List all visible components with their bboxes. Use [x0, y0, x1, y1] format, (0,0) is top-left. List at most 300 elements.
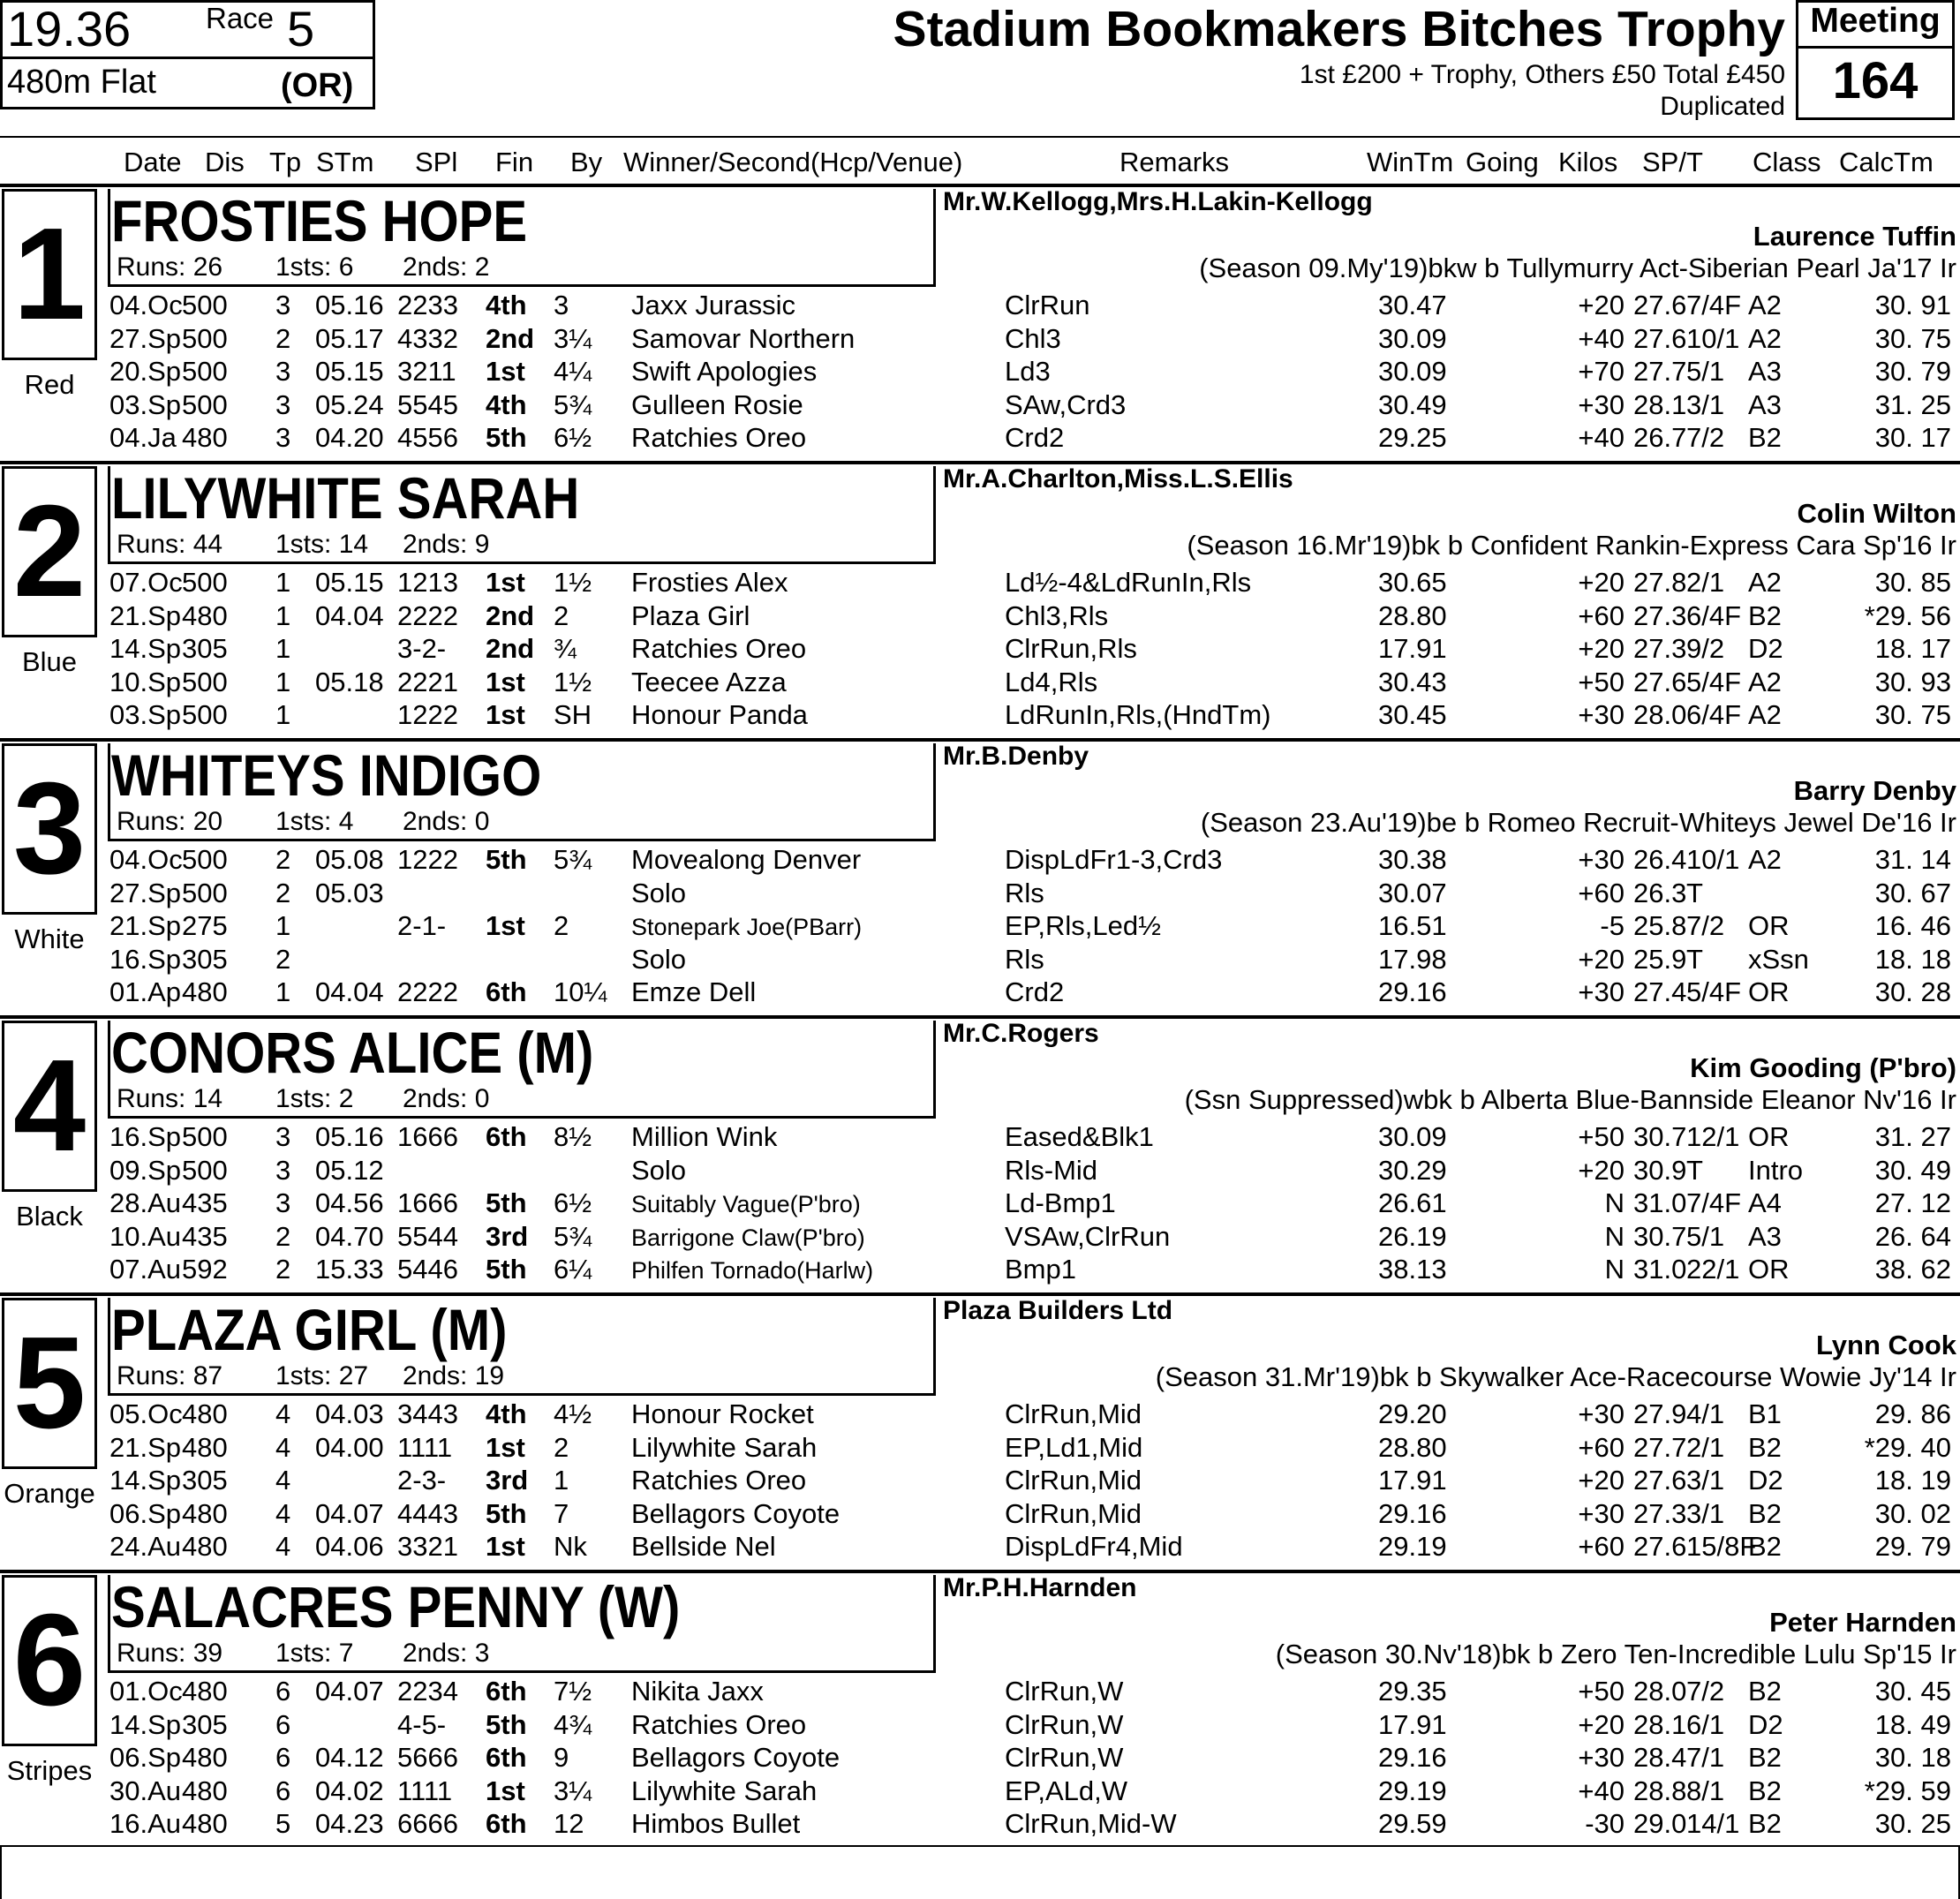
form-going: +40	[1578, 1775, 1625, 1806]
form-date: 28.Au	[109, 1187, 182, 1218]
col-remarks: Remarks	[1119, 147, 1230, 177]
form-class: B2	[1748, 1431, 1782, 1463]
form-calc: 29. 86	[1874, 1398, 1951, 1429]
trainer: Peter Harnden	[1769, 1607, 1956, 1638]
form-stm: 05.16	[315, 290, 384, 320]
form-class: B2	[1748, 1676, 1782, 1707]
form-date: 03.Sp	[109, 388, 182, 420]
form-row	[0, 1398, 1960, 1431]
trap-color: Stripes	[6, 1755, 93, 1786]
form-class: OR	[1748, 1121, 1790, 1152]
form-kilos: 27.7	[1633, 356, 1687, 387]
form-winner: Lilywhite Sarah	[631, 1775, 818, 1806]
form-sp: T	[1686, 943, 1703, 975]
form-class: B2	[1748, 599, 1782, 631]
form-date: 21.Sp	[109, 599, 182, 631]
form-tp: 3	[275, 422, 291, 453]
form-kilos: 25.9	[1633, 943, 1687, 975]
form-sp: 7/4F	[1686, 290, 1742, 320]
form-remarks: ClrRun,W	[1005, 1742, 1124, 1773]
form-tp: 4	[275, 1431, 291, 1463]
form-spl: 5666	[397, 1742, 458, 1773]
race-time: 19.36	[7, 1, 132, 57]
form-fin: 1st	[486, 1775, 525, 1806]
form-remarks: EP,Ld1,Mid	[1005, 1431, 1143, 1463]
form-by: 6½	[554, 422, 592, 453]
form-going: +30	[1578, 699, 1625, 730]
form-fin: 1st	[486, 1531, 525, 1562]
form-remarks: EP,ALd,W	[1005, 1775, 1128, 1806]
form-sp: 7/4F	[1686, 1187, 1742, 1218]
col-dis: Dis	[205, 147, 245, 177]
col-spl: SPl	[415, 147, 458, 177]
form-calc: 30. 25	[1874, 1808, 1951, 1839]
form-wintm: 30.47	[1378, 290, 1447, 320]
race-label: Race	[206, 2, 275, 34]
trap-color: White	[14, 923, 85, 954]
form-row	[0, 1121, 1960, 1154]
form-kilos: 26.4	[1633, 844, 1687, 875]
form-by: 1½	[554, 567, 592, 598]
form-remarks: Crd2	[1005, 976, 1065, 1007]
form-wintm: 26.61	[1378, 1187, 1447, 1218]
form-sp: 3/1	[1686, 1465, 1725, 1496]
form-winner: Honour Panda	[631, 699, 808, 730]
form-calc: 30. 67	[1874, 877, 1951, 908]
form-dis: 500	[182, 322, 228, 354]
col-fin: Fin	[495, 147, 534, 177]
form-dis: 500	[182, 1154, 228, 1186]
form-kilos: 27.6	[1633, 322, 1687, 354]
form-stm: 04.03	[315, 1398, 384, 1429]
form-date: 05.Oc	[109, 1398, 183, 1429]
form-dis: 500	[182, 877, 228, 908]
col-kilos: Kilos	[1558, 147, 1618, 177]
form-class: B2	[1748, 1742, 1782, 1773]
runs-count: Runs: 39	[117, 1639, 223, 1668]
form-remarks: Bmp1	[1005, 1254, 1076, 1285]
form-wintm: 30.65	[1378, 567, 1447, 598]
form-class: OR	[1748, 976, 1790, 1007]
form-tp: 6	[275, 1742, 291, 1773]
form-winner: Honour Rocket	[631, 1398, 814, 1429]
form-fin: 3rd	[486, 1220, 529, 1252]
form-by: Nk	[554, 1531, 587, 1562]
form-calc: 30. 28	[1874, 976, 1951, 1007]
form-tp: 1	[275, 699, 291, 730]
form-calc: 18. 17	[1874, 633, 1951, 664]
form-winner: Nikita Jaxx	[631, 1676, 764, 1707]
form-date: 21.Sp	[109, 910, 182, 941]
form-calc: 30. 75	[1874, 322, 1951, 354]
form-spl: 2222	[397, 976, 458, 1007]
form-remarks: SAw,Crd3	[1005, 388, 1127, 420]
form-going: +20	[1578, 290, 1625, 320]
form-class: OR	[1748, 1254, 1790, 1285]
col-calctm: CalcTm	[1839, 147, 1934, 177]
form-wintm: 30.38	[1378, 844, 1447, 875]
form-going: N	[1604, 1254, 1625, 1285]
seconds-count: 2nds: 0	[403, 807, 490, 836]
form-remarks: Ld4,Rls	[1005, 666, 1098, 697]
form-stm: 04.70	[315, 1220, 384, 1252]
form-class: A4	[1748, 1187, 1782, 1218]
form-remarks: LdRunIn,Rls,(HndTm)	[1005, 699, 1271, 730]
form-winner: Suitably Vague(P'bro)	[631, 1191, 861, 1217]
trap-number: 3	[12, 756, 87, 901]
form-spl: 1111	[397, 1431, 453, 1463]
form-sp: T	[1686, 877, 1703, 908]
col-tp: Tp	[269, 147, 302, 177]
form-wintm: 29.25	[1378, 422, 1447, 453]
form-date: 24.Au	[109, 1531, 182, 1562]
firsts-count: 1sts: 6	[275, 252, 354, 282]
form-sp: 3/1	[1686, 388, 1725, 420]
form-wintm: 29.16	[1378, 1497, 1447, 1529]
form-spl: 1111	[397, 1775, 453, 1806]
form-fin: 2nd	[486, 633, 535, 664]
owner: Plaza Builders Ltd	[943, 1296, 1173, 1325]
form-class: D2	[1748, 633, 1783, 664]
runs-count: Runs: 14	[117, 1084, 223, 1113]
form-fin: 6th	[486, 1121, 527, 1152]
form-dis: 480	[182, 1431, 228, 1463]
form-kilos: 27.6	[1633, 1465, 1687, 1496]
form-spl: 5545	[397, 388, 458, 420]
form-date: 21.Sp	[109, 1431, 182, 1463]
form-class: A2	[1748, 290, 1782, 320]
form-spl: 1213	[397, 567, 458, 598]
form-row	[0, 389, 1960, 422]
form-fin: 1st	[486, 699, 525, 730]
form-dis: 480	[182, 1742, 228, 1773]
form-fin: 2nd	[486, 599, 535, 631]
form-sp: 4/1	[1686, 1398, 1725, 1429]
form-tp: 1	[275, 666, 291, 697]
form-dis: 500	[182, 1121, 228, 1152]
form-by: 3	[554, 290, 569, 320]
form-fin: 6th	[486, 1676, 527, 1707]
form-going: +60	[1578, 1531, 1625, 1562]
form-date: 10.Sp	[109, 666, 182, 697]
form-sp: 12/1	[1686, 1121, 1740, 1152]
form-going: +60	[1578, 599, 1625, 631]
form-winner: Barrigone Claw(P'bro)	[631, 1224, 865, 1251]
footer-box	[0, 1845, 1960, 1899]
form-kilos: 25.8	[1633, 910, 1687, 941]
col-sp: SP/T	[1642, 147, 1703, 177]
form-going: +30	[1578, 1742, 1625, 1773]
form-dis: 480	[182, 976, 228, 1007]
form-going: -5	[1600, 910, 1625, 941]
form-kilos: 27.4	[1633, 976, 1687, 1007]
runs-count: Runs: 87	[117, 1361, 223, 1390]
form-winner: Million Wink	[631, 1121, 778, 1152]
form-row	[0, 1742, 1960, 1775]
form-row	[0, 356, 1960, 388]
form-going: +30	[1578, 976, 1625, 1007]
form-tp: 1	[275, 599, 291, 631]
form-wintm: 30.49	[1378, 388, 1447, 420]
form-row	[0, 1676, 1960, 1708]
form-by: 7½	[554, 1676, 592, 1707]
form-by: 9	[554, 1742, 569, 1773]
form-by: 5¾	[554, 388, 592, 420]
seconds-count: 2nds: 9	[403, 530, 490, 559]
dog-name: LILYWHITE SARAH	[111, 465, 580, 531]
form-tp: 3	[275, 356, 291, 387]
form-tp: 1	[275, 976, 291, 1007]
form-sp: 2/1	[1686, 1431, 1725, 1463]
form-row	[0, 1187, 1960, 1220]
form-stm: 05.18	[315, 666, 384, 697]
form-remarks: VSAw,ClrRun	[1005, 1220, 1171, 1252]
form-dis: 480	[182, 1497, 228, 1529]
form-class: A3	[1748, 1220, 1782, 1252]
form-sp: 15/8F	[1686, 1531, 1757, 1562]
form-dis: 480	[182, 1808, 228, 1839]
form-by: 2	[554, 599, 569, 631]
form-by: 8½	[554, 1121, 592, 1152]
form-dis: 480	[182, 1531, 228, 1562]
form-remarks: ClrRun,Mid	[1005, 1398, 1142, 1429]
form-stm: 05.03	[315, 877, 384, 908]
form-winner: Lilywhite Sarah	[631, 1431, 818, 1463]
form-calc: 30. 17	[1874, 422, 1951, 453]
runner-section	[0, 738, 1960, 1015]
form-sp: 7/1	[1686, 1742, 1725, 1773]
form-class: A2	[1748, 844, 1782, 875]
form-fin: 5th	[486, 844, 527, 875]
form-by: SH	[554, 699, 592, 730]
form-kilos: 31.0	[1633, 1254, 1687, 1285]
form-going: N	[1604, 1187, 1625, 1218]
trap-number: 1	[12, 201, 87, 347]
form-tp: 1	[275, 910, 291, 941]
form-kilos: 28.0	[1633, 699, 1687, 730]
form-by: ¾	[554, 633, 577, 664]
form-remarks: Ld½-4&LdRunIn,Rls	[1005, 567, 1252, 598]
form-row	[0, 1155, 1960, 1187]
form-date: 01.Ap	[109, 976, 182, 1007]
form-row	[0, 567, 1960, 599]
form-stm: 04.04	[315, 976, 384, 1007]
form-row	[0, 323, 1960, 356]
trap-color: Red	[24, 369, 75, 400]
owner: Mr.W.Kellogg,Mrs.H.Lakin-Kellogg	[943, 187, 1373, 216]
form-winner: Stonepark Joe(PBarr)	[631, 914, 863, 940]
form-sp: 10/1	[1686, 322, 1740, 354]
form-by: 4¾	[554, 1708, 592, 1740]
form-dis: 500	[182, 844, 228, 875]
form-tp: 2	[275, 1254, 291, 1285]
race-prizes: 1st £200 + Trophy, Others £50 Total £450	[1299, 60, 1785, 89]
form-row	[0, 1221, 1960, 1254]
form-class: D2	[1748, 1708, 1783, 1740]
form-row	[0, 1531, 1960, 1564]
breeding: (Season 16.Mr'19)bk b Confident Rankin-Express Cara Sp'16 Ir	[1187, 530, 1956, 561]
form-class: D2	[1748, 1465, 1783, 1496]
form-going: N	[1604, 1220, 1625, 1252]
form-tp: 4	[275, 1465, 291, 1496]
col-stm: STm	[316, 147, 374, 177]
col-wintm: WinTm	[1367, 147, 1454, 177]
form-class: B1	[1748, 1398, 1782, 1429]
breeding: (Season 09.My'19)bkw b Tullymurry Act-Siberian Pearl Ja'17 Ir	[1199, 252, 1956, 283]
form-kilos: 27.6	[1633, 1531, 1687, 1562]
form-stm: 04.02	[315, 1775, 384, 1806]
form-calc: 18. 18	[1874, 943, 1951, 975]
form-kilos: 27.7	[1633, 1431, 1687, 1463]
form-tp: 3	[275, 1187, 291, 1218]
form-date: 09.Sp	[109, 1154, 182, 1186]
form-by: 5¾	[554, 1220, 592, 1252]
form-stm: 05.16	[315, 1121, 384, 1152]
runner-section	[0, 1570, 1960, 1847]
runs-count: Runs: 20	[117, 807, 223, 836]
form-winner: Bellagors Coyote	[631, 1497, 841, 1529]
form-dis: 480	[182, 422, 228, 453]
form-sp: 22/1	[1686, 1254, 1740, 1285]
form-class: B2	[1748, 1497, 1782, 1529]
trainer: Barry Denby	[1793, 775, 1956, 806]
form-kilos: 28.1	[1633, 388, 1687, 420]
form-remarks: Ld-Bmp1	[1005, 1187, 1116, 1218]
form-remarks: Ld3	[1005, 356, 1051, 387]
form-remarks: Rls-Mid	[1005, 1154, 1098, 1186]
form-wintm: 17.91	[1378, 633, 1447, 664]
form-date: 01.Oc	[109, 1676, 183, 1707]
form-tp: 2	[275, 943, 291, 975]
form-winner: Philfen Tornado(Harlw)	[631, 1257, 874, 1284]
form-row	[0, 1808, 1960, 1841]
form-date: 04.Oc	[109, 290, 183, 320]
form-stm: 04.04	[315, 599, 384, 631]
form-dis: 500	[182, 666, 228, 697]
breeding: (Season 23.Au'19)be b Romeo Recruit-Whiteys Jewel De'16 Ir	[1200, 807, 1956, 838]
form-calc: 18. 49	[1874, 1708, 1951, 1740]
form-tp: 3	[275, 290, 291, 320]
form-calc: 30. 79	[1874, 356, 1951, 387]
form-kilos: 28.4	[1633, 1742, 1687, 1773]
form-dis: 500	[182, 388, 228, 420]
form-class: xSsn	[1748, 943, 1809, 975]
form-class: B2	[1748, 1531, 1782, 1562]
form-fin: 6th	[486, 976, 527, 1007]
race-distance: 480m Flat	[7, 64, 156, 101]
form-calc: *29. 40	[1864, 1431, 1951, 1463]
form-tp: 4	[275, 1398, 291, 1429]
form-stm: 04.23	[315, 1808, 384, 1839]
trainer: Kim Gooding (P'bro)	[1690, 1052, 1956, 1083]
form-tp: 2	[275, 322, 291, 354]
form-kilos: 27.9	[1633, 1398, 1687, 1429]
form-remarks: Rls	[1005, 943, 1044, 975]
form-sp: 8/1	[1686, 1775, 1725, 1806]
form-sp: 6/1	[1686, 1708, 1725, 1740]
breeding: (Ssn Suppressed)wbk b Alberta Blue-Bannside Eleanor Nv'16 Ir	[1184, 1084, 1956, 1115]
form-winner: Solo	[631, 1154, 687, 1186]
form-wintm: 17.98	[1378, 943, 1447, 975]
form-calc: 30. 02	[1874, 1497, 1951, 1529]
header-rule	[0, 136, 1960, 138]
form-kilos: 30.9	[1633, 1154, 1687, 1186]
form-going: +20	[1578, 1708, 1625, 1740]
form-tp: 2	[275, 877, 291, 908]
form-class: A2	[1748, 567, 1782, 598]
form-stm: 04.56	[315, 1187, 384, 1218]
form-dis: 500	[182, 356, 228, 387]
form-by: 3¼	[554, 1775, 592, 1806]
form-remarks: ClrRun,Rls	[1005, 633, 1137, 664]
form-wintm: 17.91	[1378, 1465, 1447, 1496]
form-remarks: DispLdFr1-3,Crd3	[1005, 844, 1223, 875]
col-class: Class	[1753, 147, 1821, 177]
form-row	[0, 633, 1960, 666]
form-winner: Gulleen Rosie	[631, 388, 803, 420]
form-kilos: 31.0	[1633, 1187, 1687, 1218]
form-fin: 6th	[486, 1808, 527, 1839]
form-spl: 5544	[397, 1220, 458, 1252]
form-date: 14.Sp	[109, 1465, 182, 1496]
form-spl: 2222	[397, 599, 458, 631]
form-remarks: ClrRun	[1005, 290, 1090, 320]
breeding: (Season 30.Nv'18)bk b Zero Ten-Incredible Lulu Sp'15 Ir	[1275, 1639, 1956, 1669]
form-spl: 4332	[397, 322, 458, 354]
form-tp: 2	[275, 844, 291, 875]
form-fin: 4th	[486, 1398, 527, 1429]
form-spl: 2233	[397, 290, 458, 320]
trainer: Colin Wilton	[1797, 498, 1956, 529]
form-calc: 31. 27	[1874, 1121, 1951, 1152]
form-stm: 04.12	[315, 1742, 384, 1773]
form-sp: 7/2	[1686, 910, 1725, 941]
form-class: A3	[1748, 388, 1782, 420]
form-date: 27.Sp	[109, 322, 182, 354]
form-calc: 38. 62	[1874, 1254, 1951, 1285]
form-dis: 435	[182, 1187, 228, 1218]
form-going: +30	[1578, 1398, 1625, 1429]
form-stm: 05.12	[315, 1154, 384, 1186]
form-fin: 6th	[486, 1742, 527, 1773]
form-row	[0, 1498, 1960, 1531]
form-wintm: 29.16	[1378, 1742, 1447, 1773]
form-going: +50	[1578, 666, 1625, 697]
form-date: 10.Au	[109, 1220, 182, 1252]
form-by: 6½	[554, 1187, 592, 1218]
form-wintm: 16.51	[1378, 910, 1447, 941]
form-winner: Bellagors Coyote	[631, 1742, 841, 1773]
form-going: +30	[1578, 388, 1625, 420]
form-going: +60	[1578, 1431, 1625, 1463]
form-kilos: 29.0	[1633, 1808, 1687, 1839]
form-dis: 480	[182, 1398, 228, 1429]
form-kilos: 27.6	[1633, 290, 1687, 320]
form-tp: 3	[275, 388, 291, 420]
form-remarks: ClrRun,W	[1005, 1708, 1124, 1740]
trap-color: Blue	[21, 646, 78, 677]
form-calc: 18. 19	[1874, 1465, 1951, 1496]
form-date: 14.Sp	[109, 633, 182, 664]
form-wintm: 30.09	[1378, 322, 1447, 354]
form-fin: 3rd	[486, 1465, 529, 1496]
form-row	[0, 844, 1960, 877]
form-wintm: 38.13	[1378, 1254, 1447, 1285]
form-kilos: 28.0	[1633, 1676, 1687, 1707]
form-class: Intro	[1748, 1154, 1804, 1186]
form-fin: 5th	[486, 1708, 527, 1740]
form-remarks: ClrRun,Mid-W	[1005, 1808, 1177, 1839]
